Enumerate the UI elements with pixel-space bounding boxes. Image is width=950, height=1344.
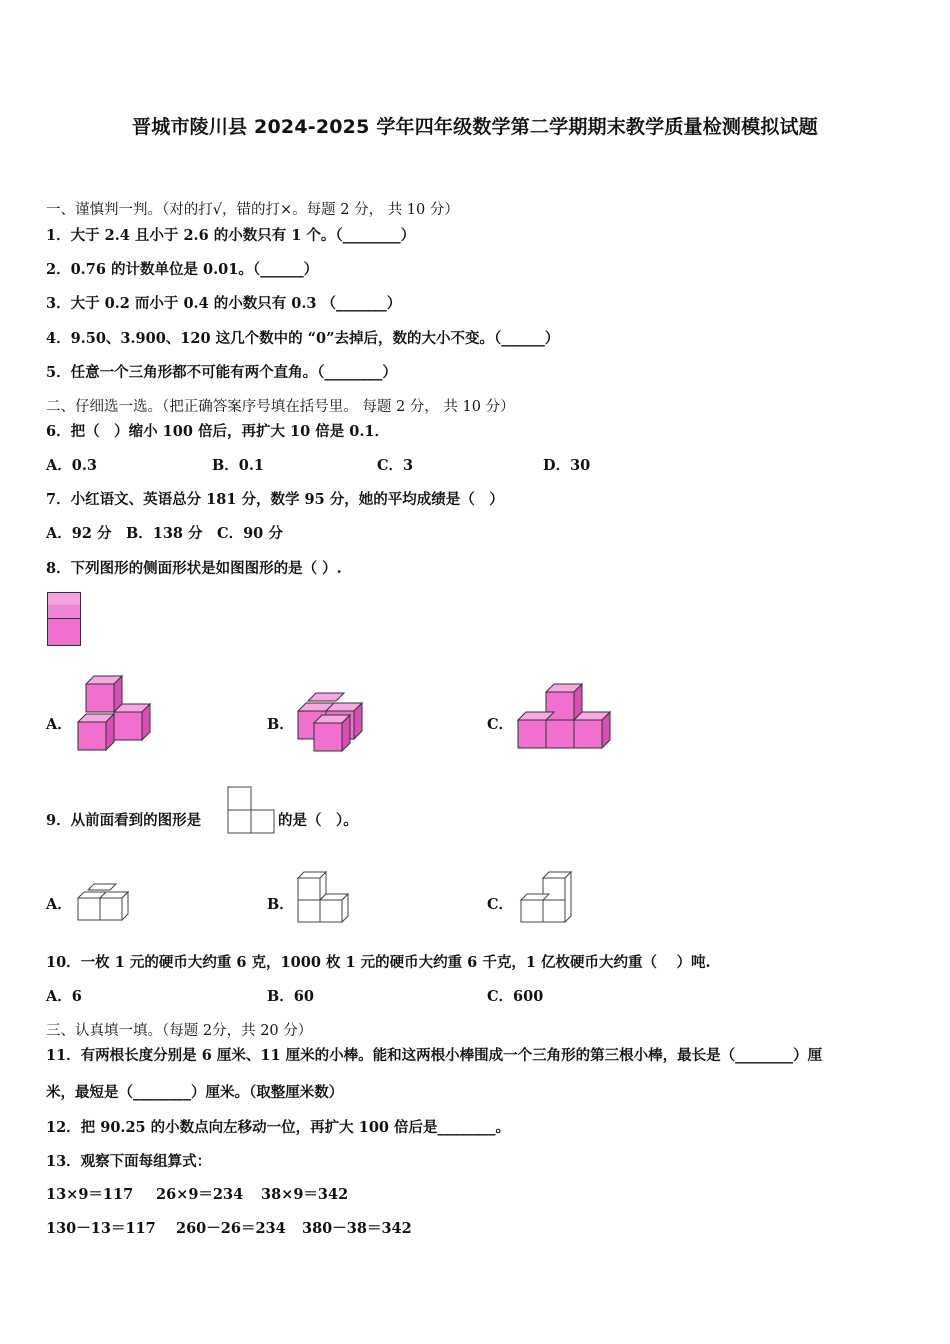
question-5: 5．任意一个三角形都不可能有两个直角。（________） xyxy=(46,364,397,381)
section-3-heading: 三、认真填一填。（每题 2分，共 20 分） xyxy=(46,1023,313,1039)
q8-option-a-figure xyxy=(76,676,152,752)
q6-option-a: A．0.3 xyxy=(46,457,97,474)
question-4: 4．9.50、3.900、120 这几个数中的 “0”去掉后，数的大小不变。（______） xyxy=(46,330,560,347)
q7-options: A．92 分 B．138 分 C．90 分 xyxy=(46,525,283,542)
q13-eq-2-1: 130－13＝117 xyxy=(46,1220,156,1237)
q10-option-c: C．600 xyxy=(487,988,544,1005)
q9-reference-figure xyxy=(227,785,277,835)
q8-option-b-label: B． xyxy=(267,716,294,733)
question-12: 12．把 90.25 的小数点向左移动一位，再扩大 100 倍后是________。 xyxy=(46,1119,511,1136)
question-11-line-1: 11．有两根长度分别是 6 厘米、11 厘米的小棒。能和这两根小棒围成一个三角形的第三根小棒，最长是（________）厘 xyxy=(46,1047,823,1064)
q8-option-c-label: C． xyxy=(487,716,514,733)
q8-option-a-label: A． xyxy=(46,716,72,733)
question-10: 10．一枚 1 元的硬币大约重 6 克，1000 枚 1 元的硬币大约重 6 千克，1 亿枚硬币大约重（ ）吨. xyxy=(46,954,711,971)
q9-option-b-label: B． xyxy=(267,896,294,913)
q13-eq-2-3: 380－38＝342 xyxy=(302,1220,412,1237)
question-9-text-b: 的是（ ）。 xyxy=(278,812,358,829)
q9-option-b-figure xyxy=(296,872,350,926)
q8-option-b-figure xyxy=(296,693,364,751)
q10-option-a: A．6 xyxy=(46,988,82,1005)
question-2: 2．0.76 的计数单位是 0.01。（______） xyxy=(46,261,319,278)
question-3: 3．大于 0.2 而小于 0.4 的小数只有 0.3 （_______） xyxy=(46,295,402,312)
question-13: 13．观察下面每组算式： xyxy=(46,1153,212,1170)
q6-option-c: C．3 xyxy=(377,457,414,474)
q6-option-b: B．0.1 xyxy=(212,457,264,474)
question-9-text-a: 9．从前面看到的图形是 xyxy=(46,812,202,829)
question-11-line-2: 米，最短是（________）厘米。（取整厘米数） xyxy=(46,1084,344,1101)
question-6: 6．把（ ）缩小 100 倍后，再扩大 10 倍是 0.1． xyxy=(46,423,389,440)
q10-option-b: B．60 xyxy=(267,988,314,1005)
q9-option-c-label: C． xyxy=(487,896,514,913)
section-1-heading: 一、谨慎判一判。（对的打√，错的打×。每题 2 分， 共 10 分） xyxy=(46,202,459,218)
q8-reference-figure xyxy=(47,592,83,648)
question-1: 1．大于 2.4 且小于 2.6 的小数只有 1 个。（________） xyxy=(46,227,416,244)
q13-eq-1-3: 38×9＝342 xyxy=(261,1186,349,1203)
q9-option-c-figure xyxy=(519,872,573,926)
question-8: 8．下列图形的侧面形状是如图图形的是（ ）. xyxy=(46,560,342,577)
q13-eq-2-2: 260－26＝234 xyxy=(176,1220,286,1237)
q8-option-c-figure xyxy=(518,684,612,752)
q9-option-a-figure xyxy=(76,884,130,924)
q9-option-a-label: A． xyxy=(46,896,72,913)
page-title: 晋城市陵川县 2024-2025 学年四年级数学第二学期期末教学质量检测模拟试题 xyxy=(132,116,818,138)
question-7: 7．小红语文、英语总分 181 分，数学 95 分，她的平均成绩是（ ） xyxy=(46,491,504,508)
q13-eq-1-1: 13×9＝117 xyxy=(46,1186,134,1203)
q13-eq-1-2: 26×9＝234 xyxy=(156,1186,244,1203)
section-2-heading: 二、仔细选一选。（把正确答案序号填在括号里。 每题 2 分， 共 10 分） xyxy=(46,399,515,415)
q6-option-d: D．30 xyxy=(543,457,591,474)
